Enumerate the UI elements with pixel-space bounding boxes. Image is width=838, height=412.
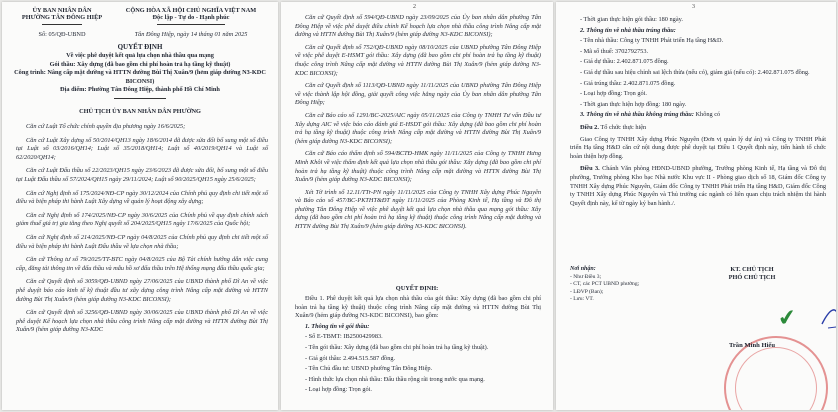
info-item: - Giá dự thầu sau hiệu chỉnh sai lệch thừa (nếu có), giảm giá (nếu có): 2.402.871.075 đồng. [580, 68, 810, 76]
info-item: - Giá gói thầu: 2.494.515.587 đồng. [305, 354, 396, 362]
info-item: - Số E-TBMT: IB2500429983. [305, 333, 383, 341]
article-1 [295, 295, 541, 395]
document-page-2 [281, 2, 553, 410]
info-item: - Tên nhà thầu: Công ty TNHH Phát triển Hạ tầng H&D. [580, 37, 724, 45]
authority-heading: CHỦ TỊCH ỦY BAN NHÂN DÂN PHƯỜNG [79, 108, 201, 115]
recipients-block [570, 265, 680, 304]
info-item: - Thời gian thực hiện gói thầu: 180 ngày. [580, 16, 683, 23]
page-number: 3 [692, 4, 695, 10]
country-line-2: Độc lập - Tự do - Hạnh phúc [152, 14, 230, 21]
legal-basis-item: Căn cứ Báo cáo thẩm định số 594/BCTĐ-HMK ngày 11/11/2025 của Công ty TNHH Hưng Minh Khôi về việc thẩm định kết quả lựa chọn nhà thầu gói thầu: Xây dựng (đã bao gồm chi phí hoàn trả hạ tầng kỹ thuật) thuộc công trình Nâng cấp mặt đường và HTTN đường Bùi Thị Xuân/9 (hẻm giáp đường N3-KDC BICONSI); [295, 150, 541, 184]
subject-line-3: Công trình: Nâng cấp mặt đường và HTTN đường Bùi Thị Xuân/9 (hẻm giáp đường N3-KDC BICONSI) [14, 69, 266, 85]
article-2-heading [570, 124, 826, 133]
recipients-label: Nơi nhận: [570, 266, 596, 272]
article-3-label: Điều 3. [580, 165, 600, 173]
article-2-body: Giao Công ty TNHH Xây dựng Phúc Nguyên (Đơn vị quản lý dự án) và Công ty TNHH Phát triển Hạ tầng H&D căn cứ nội dung được phê duyệt tại Điều 1 Quyết định này, tiến hành tổ chức hoàn thiện hợp đồng. [570, 135, 826, 160]
legal-basis-item: Căn cứ Quyết định số 3256/QĐ-UBND ngày 30/06/2025 của UBND thành phố Dĩ An về việc phê duyệt Kế hoạch lựa chọn nhà thầu công trình Nâng cấp mặt đường và HTTN đường Bùi Thị Xuân/9 (hẻm giáp đường N3-KDC [16, 309, 268, 334]
recipient-item: - CT, các PCT UBND phường; [570, 281, 640, 288]
recipient-item: - Lưu: VT. [570, 296, 594, 303]
doc-number: Số: 05/QĐ-UBND [38, 31, 86, 38]
legal-basis-item: Căn cứ Quyết định số 1113/QĐ-UBND ngày 11/11/2025 của UBND phường Tân Đông Hiệp về việc thành lập hội đồng, giải quyết công việc hằng ngày của Ủy ban nhân dân phường Tân Đông Hiệp; [295, 82, 541, 107]
issuer-underline [42, 24, 82, 25]
legal-basis-list [295, 14, 541, 232]
place-date: Tân Đông Hiệp, ngày 14 tháng 01 năm 2025 [134, 31, 248, 38]
legal-basis-list [16, 123, 268, 335]
legal-basis-item: Căn cứ Luật Đấu thầu số 22/2023/QH15 ngày 23/6/2023 đã được sửa đổi, bổ sung một số điều tại Luật Đấu thầu số 57/2024/QH15 ngày 29/11/2024; Luật số 90/2025/QH15 ngày 25/6/2025; [16, 167, 268, 183]
info-item: - Tên Chủ đầu tư: UBND phường Tân Đông Hiệp. [305, 365, 433, 373]
article-3 [570, 165, 826, 208]
decision-title: QUYẾT ĐỊNH [117, 43, 163, 51]
recipient-item: - Như Điều 3; [570, 273, 602, 280]
subject-line-4: Địa điểm: Phường Tân Đông Hiệp, thành phố Hồ Chí Minh [60, 86, 220, 93]
info-item: - Hình thức lựa chọn nhà thầu: Đấu thầu rộng rãi trong nước qua mạng. [305, 375, 485, 383]
legal-basis-item: Căn cứ Luật Xây dựng số 50/2014/QH13 ngày 18/6/2014 đã được sửa đổi bổ sung một số điều tại Luật số 03/2016/QH14; Luật số 35/2018/QH14; Luật số 40/2019/QH14 và Luật số 62/2020/QH14; [16, 136, 268, 161]
checkmark-icon: ✔ [776, 304, 799, 333]
article-2-title: Tổ chức thực hiện [600, 123, 647, 131]
subject-underline [114, 98, 166, 99]
legal-basis-item: Căn cứ Quyết định số 3059/QĐ-UBND ngày 27/06/2025 của UBND thành phố Dĩ An về việc phê duyệt báo cáo kinh tế kỹ thuật đầu tư xây dựng công trình Nâng cấp mặt đường và HTTN đường Bùi Thị Xuân/9 (hẻm giáp đường N3-KDC BICONSI); [16, 278, 268, 303]
legal-basis-item: Căn cứ Quyết định số 594/QĐ-UBND ngày 23/09/2025 của Ủy ban nhân dân phường Tân Đông Hiệp về việc phê duyệt điều chỉnh Kế hoạch lựa chọn nhà thầu công trình Nâng cấp mặt đường và HTTN đường Bùi Thị Xuân/9 (hẻm giáp đường N3-KDC BICONSI); [295, 14, 541, 39]
info-item: - Tên gói thầu: Xây dựng (đã bao gồm chi phí hoàn trả hạ tầng kỹ thuật). [305, 343, 489, 351]
section-3 [570, 111, 826, 120]
info-item: - Giá dự thầu: 2.402.871.075 đồng. [580, 58, 669, 66]
country-line-1: CỘNG HÒA XÃ HỘI CHỦ NGHĨA VIỆT NAM [125, 7, 257, 14]
section-3-value: Không có [695, 111, 721, 119]
signer-name: Trần Minh Hiếu [728, 342, 776, 349]
info-item: - Thời gian thực hiện hợp đồng: 180 ngày. [580, 100, 687, 108]
article-1-text: Điều 1. Phê duyệt kết quả lựa chọn nhà thầu của gói thầu: Xây dựng (đã bao gồm chi phí hoàn trả hạ tầng kỹ thuật) thuộc công trình Nâng cấp mặt đường và HTTN đường Bùi Thị Xuân/9 (hẻm giáp đường N3-KDC BICONSI), bao gồm: [295, 295, 541, 320]
legal-basis-item: Căn cứ Nghị định số 175/2024/NĐ-CP ngày 30/12/2024 của Chính phủ quy định chi tiết một số điều và biện pháp thi hành Luật Xây dựng về quản lý hoạt động xây dựng; [16, 189, 268, 206]
signature-block [668, 250, 836, 410]
signer-title-2: PHÓ CHỦ TỊCH [728, 274, 776, 281]
info-item: - Giá trúng thầu: 2.402.871.075 đồng. [580, 79, 676, 87]
legal-basis-item: Căn cứ Thông tư số 79/2025/TT-BTC ngày 04/8/2025 của Bộ Tài chính hướng dẫn việc cung cấp, đăng tải thông tin về đấu thầu và mẫu hồ sơ đấu thầu trên Hệ thống mạng đấu thầu quốc gia; [16, 256, 268, 272]
legal-basis-item: Căn cứ Quyết định số 752/QĐ-UBND ngày 08/10/2025 của UBND phường Tân Đông Hiệp về việc phê duyệt E-HSMT gói thầu: Xây dựng (đã bao gồm chi phí hoàn trả hạ tầng kỹ thuật) thuộc công trình Nâng cấp mặt đường và HTTN đường Bùi Thị Xuân/9 (hẻm giáp đường N3-KDC BICONSI); [295, 43, 541, 77]
section-2-heading: 2. Thông tin về nhà thầu trúng thầu: [580, 26, 676, 34]
section-3-heading: 3. Thông tin về nhà thầu không trúng thầu: [580, 111, 694, 119]
issuer-line-2: PHƯỜNG TÂN ĐÔNG HIỆP [21, 14, 103, 21]
section-1-heading: 1. Thông tin về gói thầu: [305, 322, 370, 330]
legal-basis-item: Căn cứ Nghị định số 214/2025/NĐ-CP ngày 04/8/2025 của Chính phủ quy định chi tiết một số điều và biện pháp thi hành Luật Đấu thầu về lựa chọn nhà thầu; [16, 233, 268, 250]
subject-line-2: Gói thầu: Xây dựng (đã bao gồm chi phí hoàn trả hạ tầng kỹ thuật) [49, 60, 231, 68]
page-number: 2 [413, 4, 416, 10]
legal-basis-item: Căn cứ Luật Tổ chức chính quyền địa phương ngày 16/6/2025; [26, 123, 186, 130]
issuer-line-1: ỦY BAN NHÂN DÂN [32, 7, 92, 14]
handwritten-signature [818, 302, 836, 332]
winner-info [570, 16, 826, 208]
article-2-label: Điều 2. [580, 123, 599, 131]
info-item: - Loại hợp đồng: Trọn gói. [580, 90, 648, 98]
document-page-1 [2, 2, 278, 410]
recipient-item: - LĐVP (Ban); [570, 288, 604, 295]
info-item: - Loại hợp đồng: Trọn gói. [305, 386, 373, 394]
legal-basis-item: Căn cứ Nghị định số 174/2025/NĐ-CP ngày 30/6/2025 của Chính phủ về quy định chính sách giảm thuế giá trị gia tăng theo Nghị quyết số 204/2025/QH15 ngày 17/6/2025 của Quốc hội; [16, 211, 268, 228]
legal-basis-item: Xét Tờ trình số 12.11/TTr-PN ngày 11/11/2025 của Công ty TNHH Xây dựng Phúc Nguyên và Báo cáo số 457/BC-PKTHT&ĐT ngày 11/11/2025 của Phòng Kinh tế, Hạ tầng và Đô thị phường Tân Đông Hiệp về việc phê duyệt kết quả lựa chọn nhà thầu qua mạng gói thầu: Xây dựng (đã bao gồm chi phí hoàn trả hạ tầng kỹ thuật) thuộc công trình Nâng cấp mặt đường và HTTN đường Bùi Thị Xuân/9 (hẻm giáp đường N3-KDC BICONSI). [295, 188, 541, 231]
legal-basis-item: Căn cứ Báo cáo số 1291/BC-2025/AIC ngày 05/11/2025 của Công ty TNHH Tư vấn Đầu tư Xây dựng AIC về việc báo cáo đánh giá E-HSDT gói thầu: Xây dựng (đã bao gồm chi phí hoàn trả hạ tầng kỹ thuật) thuộc công trình Nâng cấp mặt đường và HTTN đường Bùi Thị Xuân/9 (hẻm giáp đường N3-KDC BICONSI); [295, 111, 541, 145]
subject-line-1: Về việc phê duyệt kết quả lựa chọn nhà thầu qua mạng [66, 52, 214, 59]
country-underline [157, 24, 225, 25]
document-page-3 [556, 2, 836, 410]
signer-title-1: KT. CHỦ TỊCH [730, 266, 774, 273]
info-item: - Mã số thuế: 3702792753. [580, 47, 649, 55]
article-3-body: Chánh Văn phòng HĐND-UBND phường, Trưởng phòng Kinh tế, Hạ tầng và Đô thị phường, Trưởng phòng Kho bạc Nhà nước Khu vực II - Phòng giao dịch số 18, Giám đốc Công ty TNHH Xây dựng Phúc Nguyên, Giám đốc Công ty TNHH Phát triển Hạ tầng H&D, Giám đốc Công ty TNHH Xây dựng Phúc Nguyên và Thủ trưởng các ngành có liên quan chịu trách nhiệm thi hành Quyết định này, kể từ ngày ký ban hành./. [570, 165, 826, 207]
decide-heading: QUYẾT ĐỊNH: [395, 285, 439, 292]
